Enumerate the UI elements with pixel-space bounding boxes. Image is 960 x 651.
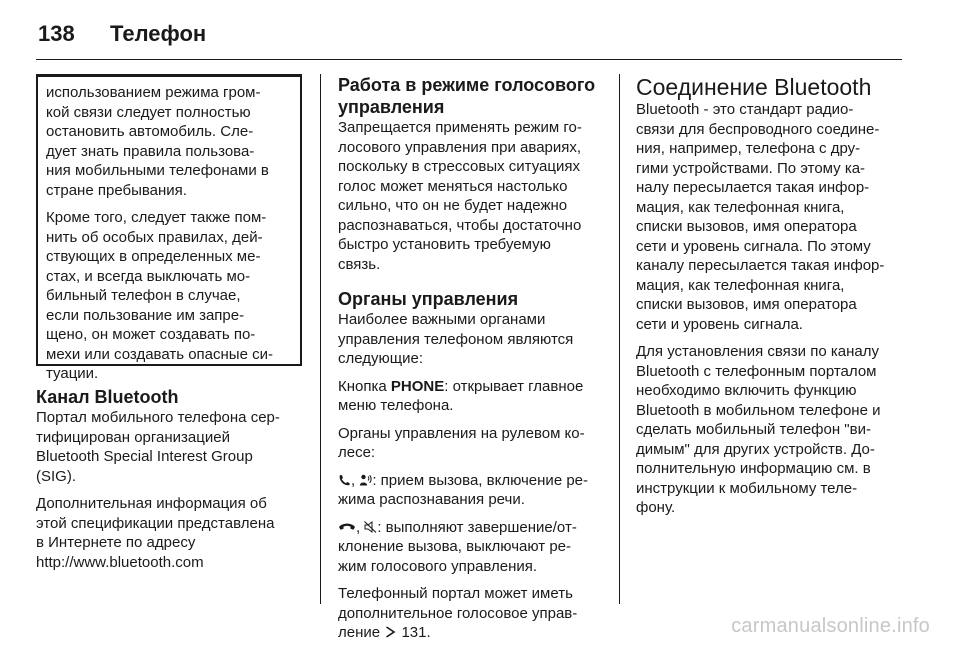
bluetooth-standard-paragraph: Bluetooth - это стандарт радио- связи для беспроводного соедине- ния, например, телефона с дру- гими устройствами. По этому ка- налу пересылается такая инфор- мация, как телефонная книга, списки вызовов, имя оператора сети и уровень сигнала. По этому каналу пересылается такая инфор- мация, как телефонная книга, списки вызовов, имя оператора сети и уровень сигнала.	[636, 101, 885, 333]
page-number: 138	[38, 21, 75, 46]
page-reference[interactable]: 131.	[397, 624, 431, 641]
column-3	[636, 74, 904, 526]
watermark: carmanualsonline.info	[731, 615, 930, 637]
phone-button-paragraph: Кнопка PHONE: открывает главное меню телефона.	[338, 377, 584, 414]
page-header	[0, 0, 960, 62]
voice-control-paragraph: Запрещается применять режим го- лосового управления при авариях, поскольку в стрессовых ситуациях голос может меняться настолько сильно, что он не будет надежно распознаваться, чтобы достаточно быстро установить требуемую связь.	[338, 119, 582, 273]
phone-hangup-icon	[338, 518, 356, 538]
voice-control-heading: Работа в режиме голосового управления	[338, 75, 596, 117]
controls-intro-paragraph: Наиболее важными органами управления телефоном являются следующие:	[338, 311, 574, 367]
bluetooth-setup-paragraph: Для установления связи по каналу Bluetooth с телефонным порталом необходимо включить функцию Bluetooth в мобильном телефоне и сделать мобильный телефон "ви- димым" для других устройств. До- полнительную информацию см. в инструкции к мобильному теле- фону.	[636, 343, 881, 516]
bluetooth-cert-paragraph: Портал мобильного телефона сер- тифицирован организацией Bluetooth Special Interest Group (SIG).	[36, 409, 280, 485]
cross-reference-arrow-icon	[384, 623, 397, 643]
warning-note-box	[36, 74, 302, 382]
phone-handset-icon	[338, 471, 351, 491]
bluetooth-info-paragraph: Дополнительная информация об этой спецификации представлена в Интернете по адресу http://www.bluetooth.com	[36, 495, 275, 571]
column-divider-1	[320, 74, 321, 604]
bluetooth-connection-heading: Соединение Bluetooth	[636, 74, 872, 100]
end-call-paragraph: , : выполняют завершение/от- клонение вызова, выключают ре- жим голосового управления.	[338, 518, 577, 575]
column-2	[338, 74, 606, 651]
column-1	[36, 74, 302, 580]
voice-recognition-icon	[359, 471, 372, 491]
note-paragraph-2: Кроме того, следует также пом- нить об особых правилах, дей- ствующих в определенных ме- стах, и всегда выключать мо- бильный телефон в случае, если пользование им запре- щено, он может создавать по- мехи или создавать опасные си- туации.	[46, 209, 273, 382]
portal-voice-paragraph: Телефонный портал может иметь дополнительное голосовое управ- ление 131.	[338, 585, 578, 641]
controls-heading: Органы управления	[338, 289, 519, 309]
phone-key-label: PHONE	[390, 377, 445, 395]
bluetooth-channel-heading: Канал Bluetooth	[36, 387, 179, 407]
bluetooth-url: http://www.bluetooth.com	[36, 553, 204, 571]
mute-icon	[364, 518, 377, 538]
page-title: Телефон	[110, 21, 207, 46]
note-paragraph-1: использованием режима гром- кой связи следует полностью остановить автомобиль. Сле- дует знать правила пользова- ния мобильными телефонами в стране пребывания.	[46, 84, 269, 199]
call-controls-paragraph: , : прием вызова, включение ре- жима распознавания речи.	[338, 471, 589, 508]
steering-controls-paragraph: Органы управления на рулевом ко- лесе:	[338, 424, 585, 461]
column-divider-2	[619, 74, 620, 604]
header-divider	[36, 59, 902, 60]
